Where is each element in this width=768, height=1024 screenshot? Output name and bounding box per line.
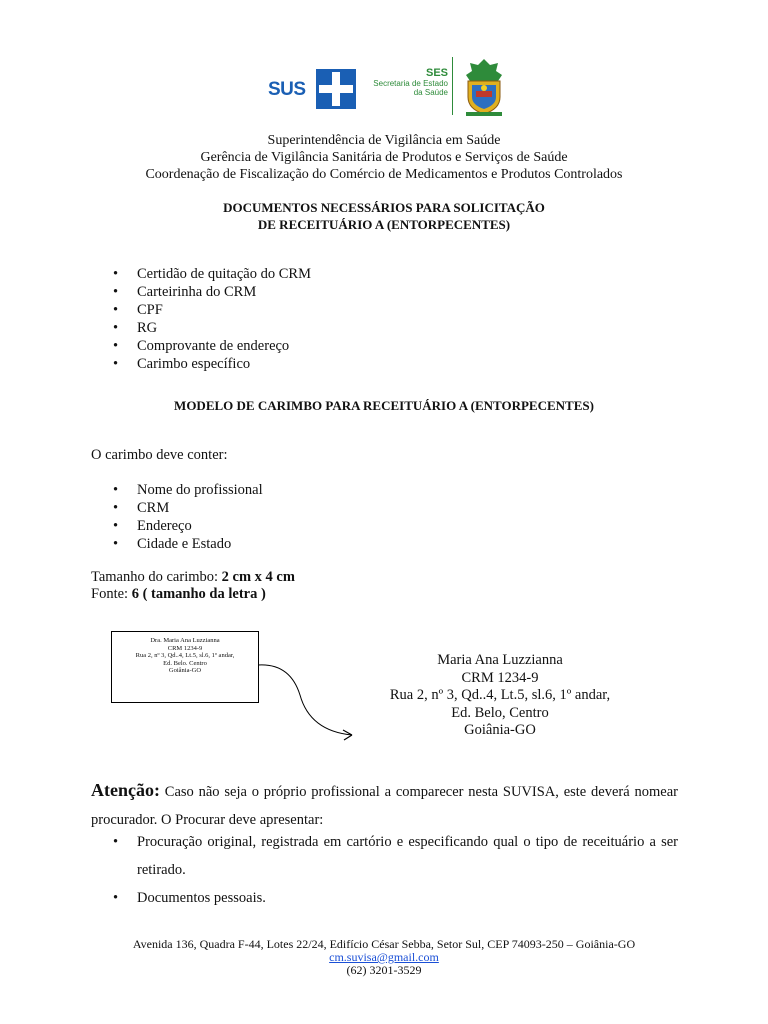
small-stamp-line-2: CRM 1234-9 <box>167 644 203 652</box>
header-line-3: Coordenação de Fiscalização do Comércio de Medicamentos e Produtos Controlados <box>145 167 623 182</box>
list-item: • Comprovante de endereço <box>113 337 311 355</box>
list-item: • Certidão de quitação do CRM <box>113 265 311 283</box>
stamp-font <box>91 586 266 603</box>
list-item: • Nome do profissional <box>113 481 263 499</box>
attention-lead: Atenção: <box>91 780 160 800</box>
curved-arrow-icon <box>250 655 370 745</box>
documents-list <box>113 265 311 373</box>
sus-cross-icon <box>316 69 356 109</box>
stamp-size-label: Tamanho do carimbo: <box>91 569 222 585</box>
model-title: MODELO DE CARIMBO PARA RECEITUÁRIO A (ENTORPECENTES) <box>174 398 594 413</box>
stamp-items-list <box>113 481 263 553</box>
small-stamp-line-3: Rua 2, nº 3, Qd..4, Lt.5, sl.6, 1º andar, <box>135 652 235 660</box>
small-stamp-line-5: Goiânia-GO <box>168 667 202 675</box>
list-item: • RG <box>113 319 311 337</box>
attention-list <box>113 828 678 912</box>
header-line-1: Superintendência de Vigilância em Saúde <box>267 133 501 148</box>
ses-logo <box>360 67 448 97</box>
stamp-intro: O carimbo deve conter: <box>91 447 228 463</box>
ses-logo-sub1: Secretaria de Estado <box>373 79 448 88</box>
attention-text: Caso não seja o próprio profissional a comparecer nesta SUVISA, este deverá nomear procurador. O Procurar deve apresentar: <box>91 784 678 828</box>
small-stamp-example <box>111 631 259 703</box>
stamp-size <box>91 569 295 586</box>
goias-crest-icon <box>460 57 508 117</box>
ses-logo-title: SES <box>425 67 448 79</box>
list-item: • Documentos pessoais. <box>113 884 678 912</box>
stamp-size-value: 2 cm x 4 cm <box>221 569 295 585</box>
list-item: • Cidade e Estado <box>113 535 263 553</box>
doc-title-line-1: DOCUMENTOS NECESSÁRIOS PARA SOLICITAÇÃO <box>223 200 545 215</box>
stamp-font-label: Fonte: <box>91 586 132 602</box>
big-stamp-line-5: Goiânia-GO <box>464 722 536 738</box>
list-item: • Procuração original, registrada em cartório e especificando qual o tipo de receituário a ser retirado. <box>113 828 678 884</box>
list-item: • CRM <box>113 499 263 517</box>
header-line-2: Gerência de Vigilância Sanitária de Produtos e Serviços de Saúde <box>200 150 568 165</box>
enlarged-stamp-example <box>360 652 640 740</box>
footer-address: Avenida 136, Quadra F-44, Lotes 22/24, Edifício César Sebba, Setor Sul, CEP 74093-250 – Goiânia-GO <box>132 937 636 951</box>
small-stamp-line-1: Dra. Maria Ana Luzzianna <box>150 637 220 644</box>
doc-title-line-2: DE RECEITUÁRIO A (ENTORPECENTES) <box>257 217 511 232</box>
header-logo <box>268 57 508 117</box>
list-item: • Carimbo específico <box>113 355 311 373</box>
sus-logo-text: SUS <box>268 79 306 100</box>
big-stamp-line-3: Rua 2, nº 3, Qd..4, Lt.5, sl.6, 1º andar, <box>389 687 611 703</box>
attention-paragraph <box>91 776 678 834</box>
big-stamp-line-4: Ed. Belo, Centro <box>451 704 549 721</box>
list-item: • CPF <box>113 301 311 319</box>
list-item: • Endereço <box>113 517 263 535</box>
small-stamp-line-4: Ed. Belo. Centro <box>163 659 207 667</box>
ses-logo-sub2: da Saúde <box>413 88 448 97</box>
big-stamp-line-2: CRM 1234-9 <box>461 669 539 686</box>
big-stamp-line-1: Maria Ana Luzzianna <box>437 652 563 668</box>
footer-email-link[interactable]: cm.suvisa@gmail.com <box>329 950 439 964</box>
footer-phone: (62) 3201-3529 <box>346 963 422 977</box>
logo-divider <box>452 57 453 115</box>
list-item: • Carteirinha do CRM <box>113 283 311 301</box>
stamp-font-value: 6 ( tamanho da letra ) <box>131 586 266 602</box>
